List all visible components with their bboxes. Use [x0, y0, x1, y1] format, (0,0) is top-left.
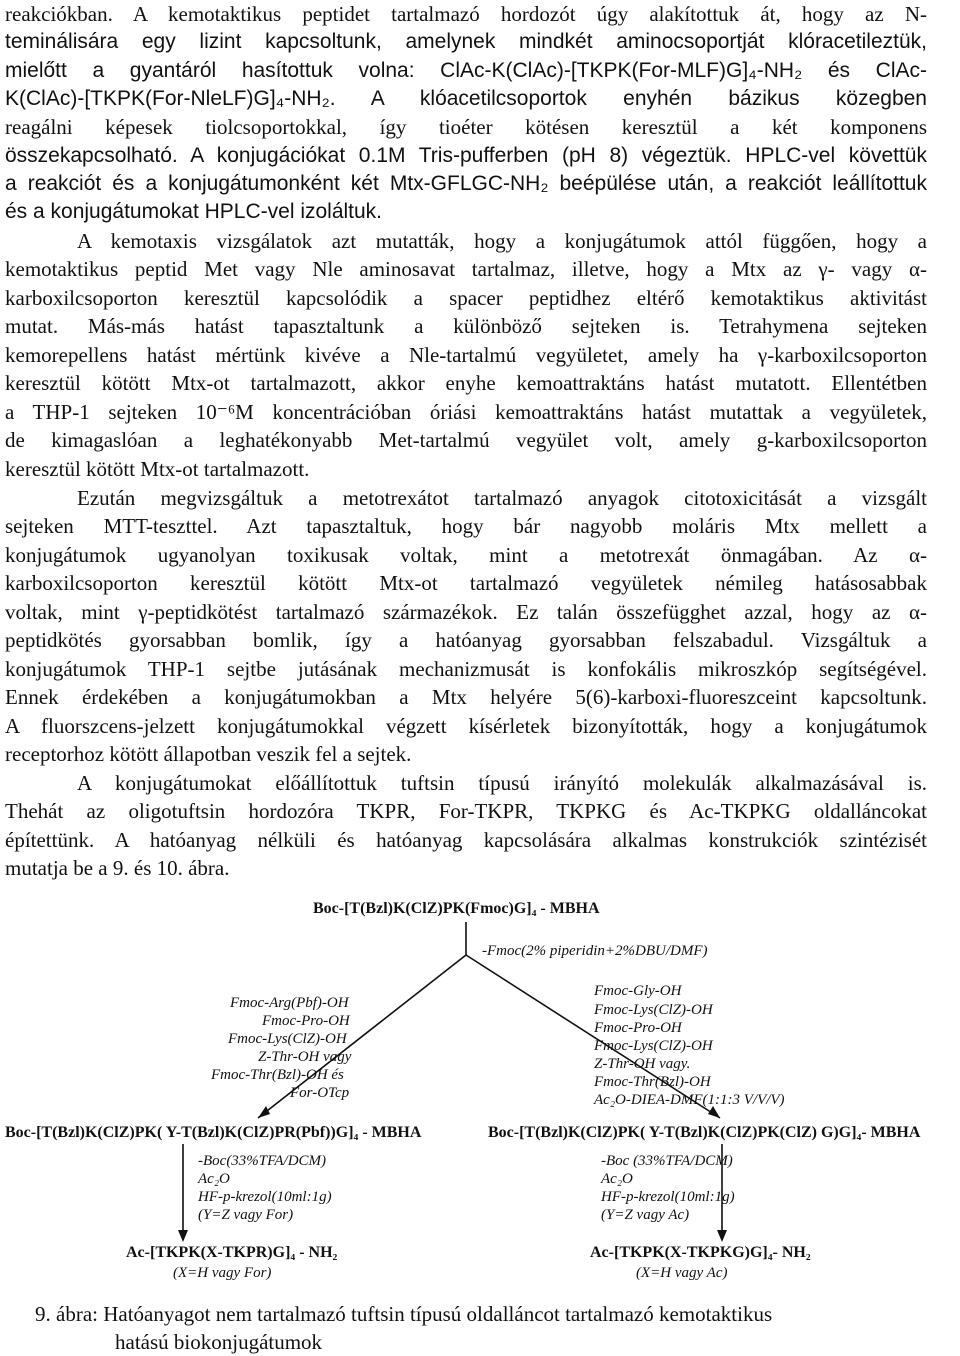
left-down-arrowhead	[178, 1230, 188, 1242]
reaction-scheme	[0, 890, 960, 1300]
paragraph-1-line-3: mielőtt a gyantáról hasítottuk volna: ClAc-K(ClAc)-[TKPK(For-MLF)G]₄-NH₂ és ClAc-	[5, 59, 927, 82]
right-intermediate: Boc-[T(Bzl)K(ClZ)PK( Y-T(Bzl)K(ClZ)PK(ClZ) G)G]₄- MBHA	[488, 1124, 921, 1141]
right-product-note: (X=H vagy Ac)	[636, 1265, 728, 1281]
paragraph-4-line-3: építettünk. A hatóanyag nélküli és hatóanyag kapcsolására alkalmas konstrukciók szintézisét	[5, 828, 927, 852]
right-reagent-3: Fmoc-Pro-OH	[594, 1020, 682, 1036]
paragraph-1-line-2: teminálisára egy lizint kapcsoltunk, amelynek mindkét aminocsoportját klóracetileztük,	[5, 30, 927, 53]
right-reagent-7: Ac₂O-DIEA-DMF(1:1:3 V/V/V)	[594, 1092, 785, 1108]
paragraph-2-line-1: A kemotaxis vizsgálatok azt mutatták, hogy a konjugátumok attól függően, hogy a	[77, 229, 927, 253]
right-down-arrowhead	[717, 1230, 727, 1242]
right-reagent-6: Fmoc-Thr(Bzl)-OH	[594, 1074, 711, 1090]
paragraph-3-line-1: Ezután megvizsgáltuk a metotrexátot tartalmazó anyagok citotoxicitását a vizsgált	[77, 486, 927, 510]
paragraph-2-line-7: a THP-1 sejteken 10⁻⁶M koncentrációban óriási kemoattraktáns hatást mutattak a vegyületek,	[5, 400, 927, 424]
left-product-note: (X=H vagy For)	[173, 1265, 272, 1281]
scheme-arrows	[0, 890, 960, 1300]
right-cleavage-2: Ac₂O	[601, 1171, 633, 1187]
paragraph-3-line-6: peptidkötés gyorsabban bomlik, így a hatóanyag gyorsabban felszabadul. Vizsgáltuk a	[5, 628, 927, 652]
paragraph-3-line-8: Ennek érdekében a konjugátumokban a Mtx helyére 5(6)-karboxi-fluoreszceint kapcsoltunk.	[5, 685, 927, 709]
right-cleavage-3: HF-p-krezol(10ml:1g)	[601, 1189, 735, 1205]
right-product: Ac-[TKPK(X-TKPKG)G]₄- NH₂	[590, 1244, 811, 1261]
left-reagent-1: Fmoc-Arg(Pbf)-OH	[230, 995, 349, 1011]
right-reagent-4: Fmoc-Lys(ClZ)-OH	[594, 1038, 713, 1054]
left-arrowhead	[258, 1106, 270, 1118]
left-product: Ac-[TKPK(X-TKPR)G]₄ - NH₂	[126, 1244, 338, 1261]
paragraph-3-line-9: A fluorszcens-jelzett konjugátumokkal végzett kísérletek bizonyították, hogy a konjugátumok	[5, 714, 927, 738]
paragraph-2-line-3: karboxilcsoporton keresztül kapcsolódik a spacer peptidhez eltérő kemotaktikus aktivitást	[5, 286, 927, 310]
paragraph-3-line-4: karboxilcsoporton keresztül kötött Mtx-ot tartalmazó vegyületek némileg hatásosabbak	[5, 571, 927, 595]
figure-caption	[35, 1300, 773, 1354]
right-reagent-1: Fmoc-Gly-OH	[594, 983, 682, 999]
paragraph-3-line-5: voltak, mint γ-peptidkötést tartalmazó származékok. Ez talán összefügghet azzal, hogy az α-	[5, 600, 927, 624]
paragraph-1-line-1: reakciókban. A kemotaktikus peptidet tartalmazó hordozót úgy alakítottuk át, hogy az N-	[5, 2, 927, 26]
left-reagent-2: Fmoc-Pro-OH	[262, 1013, 350, 1029]
paragraph-3-line-3: konjugátumok ugyanolyan toxikusak voltak, mint a metotrexát önmagában. Az α-	[5, 543, 927, 567]
paragraph-3-line-7: konjugátumok THP-1 sejtbe jutásának mechanizmusát is konfokális mikroszkóp segítségével.	[5, 657, 927, 681]
paragraph-2-line-8: de kimagaslóan a leghatékonyabb Met-tartalmú vegyület volt, amely g-karboxilcsoporton	[5, 428, 927, 452]
paragraph-1-line-6: összekapcsolható. A konjugációkat 0.1M Tris-pufferben (pH 8) végeztük. HPLC-vel követtük	[5, 144, 927, 167]
left-reagent-3: Fmoc-Lys(ClZ)-OH	[228, 1031, 347, 1047]
left-cleavage-1: -Boc(33%TFA/DCM)	[198, 1153, 327, 1169]
paragraph-3-line-10: receptorhoz kötött állapotban veszik fel a sejtek.	[5, 742, 412, 766]
left-intermediate: Boc-[T(Bzl)K(ClZ)PK( Y-T(Bzl)K(ClZ)PR(Pbf))G]₄ - MBHA	[5, 1124, 422, 1141]
deprotection-step: -Fmoc(2% piperidin+2%DBU/DMF)	[482, 943, 708, 959]
paragraph-2-line-2: kemotaktikus peptid Met vagy Nle aminosavat tartalmaz, illetve, hogy a Mtx az γ- vagy α-	[5, 257, 927, 281]
paragraph-4-line-1: A konjugátumokat előállítottuk tuftsin típusú irányító molekulák alkalmazásával is.	[77, 771, 927, 795]
caption-line-2: hatású biokonjugátumok	[115, 1330, 323, 1354]
right-cleavage-1: -Boc (33%TFA/DCM)	[601, 1153, 733, 1169]
paragraph-1-line-8: és a konjugátumokat HPLC-vel izoláltuk.	[5, 200, 383, 223]
paragraph-1-line-4: K(ClAc)-[TKPK(For-NleLF)G]₄-NH₂. A klóacetilcsoportok enyhén bázikus közegben	[5, 87, 927, 110]
left-cleavage-3: HF-p-krezol(10ml:1g)	[198, 1189, 332, 1205]
left-reagent-5: Fmoc-Thr(Bzl)-OH és	[211, 1067, 344, 1083]
left-reagent-6: For-OTcp	[290, 1085, 350, 1101]
paragraph-1-line-7: a reakciót és a konjugátumonként két Mtx-GFLGC-NH₂ beépülése után, a reakciót leállítottuk	[5, 172, 927, 195]
left-cleavage-4: (Y=Z vagy For)	[198, 1207, 294, 1223]
left-cleavage-2: Ac₂O	[198, 1171, 230, 1187]
paragraph-2-line-6: keresztül kötött Mtx-ot tartalmazott, akkor enyhe kemoattraktáns hatást mutatott. Ellentétben	[5, 371, 927, 395]
top-compound: Boc-[T(Bzl)K(ClZ)PK(Fmoc)G]₄ - MBHA	[313, 900, 600, 917]
paragraph-4-line-4: mutatja be a 9. és 10. ábra.	[5, 856, 230, 880]
left-reagent-4: Z-Thr-OH vagy	[258, 1049, 352, 1065]
right-reagent-5: Z-Thr-OH vagy.	[594, 1056, 691, 1072]
paragraph-4-line-2: Thehát az oligotuftsin hordozóra TKPR, For-TKPR, TKPKG és Ac-TKPKG oldalláncokat	[5, 799, 927, 823]
caption-line-1: 9. ábra: Hatóanyagot nem tartalmazó tuftsin típusú oldalláncot tartalmazó kemotaktikus	[35, 1302, 773, 1326]
right-reagent-2: Fmoc-Lys(ClZ)-OH	[594, 1002, 713, 1018]
paragraph-2-line-9: keresztül kötött Mtx-ot tartalmazott.	[5, 457, 310, 481]
paragraph-1-line-5: reagálni képesek tiolcsoportokkal, így tioéter kötésen keresztül a két komponens	[5, 115, 927, 139]
paragraph-3-line-2: sejteken MTT-teszttel. Azt tapasztaltuk, hogy bár nagyobb moláris Mtx mellett a	[5, 514, 927, 538]
paragraph-2-line-4: mutat. Más-más hatást tapasztaltunk a különböző sejteken is. Tetrahymena sejteken	[5, 314, 927, 338]
right-cleavage-4: (Y=Z vagy Ac)	[601, 1207, 690, 1223]
paragraph-2-line-5: kemorepellens hatást mértünk kivéve a Nle-tartalmú vegyületet, amely ha γ-karboxilcsoporton	[5, 343, 927, 367]
